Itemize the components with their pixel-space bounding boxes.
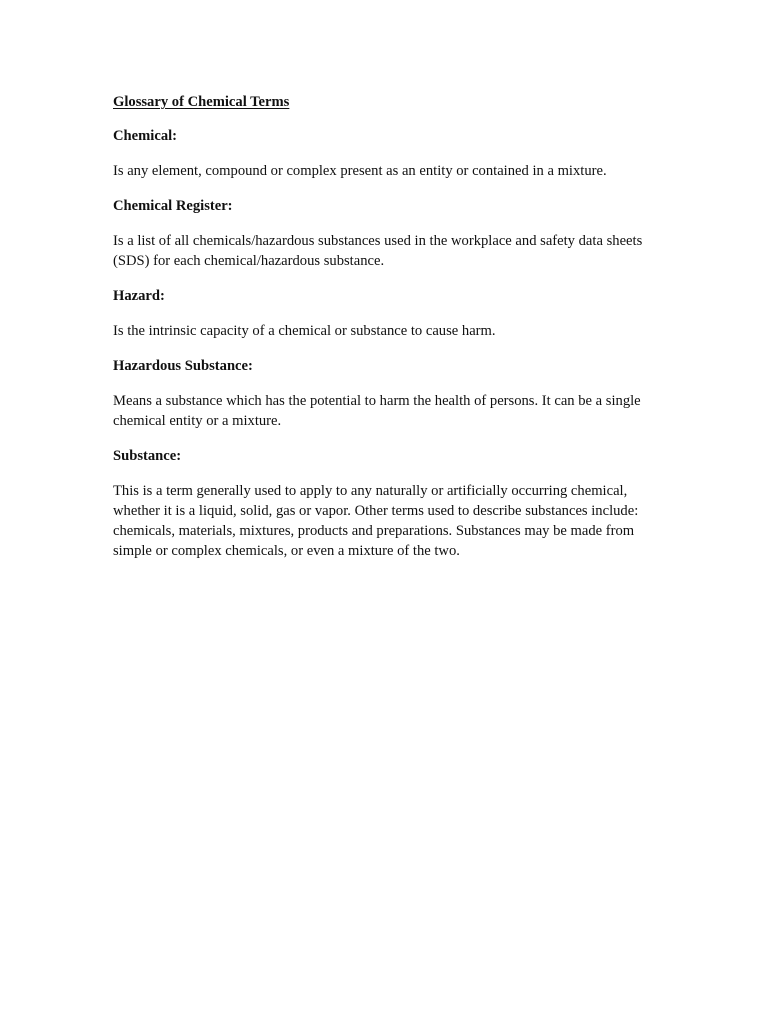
term-substance: Substance: xyxy=(113,448,182,464)
definition-substance: This is a term generally used to apply to any naturally or artificially occurring chemical, whether it is a liquid, solid, gas or vapor. Other terms used to describe substances include: chemicals, materials, mixtures, products and preparations. Substances may be made from simple or complex chemicals, or even a mixture of the two. xyxy=(113,483,639,559)
term-chemical-register: Chemical Register: xyxy=(113,198,233,214)
document-page xyxy=(113,92,658,576)
term-chemical: Chemical: xyxy=(113,128,178,144)
document-title: Glossary of Chemical Terms xyxy=(113,94,290,110)
term-hazard: Hazard: xyxy=(113,288,165,304)
definition-chemical-register: Is a list of all chemicals/hazardous substances used in the workplace and safety data sheets (SDS) for each chemical/hazardous substance. xyxy=(113,233,643,269)
definition-hazardous-substance: Means a substance which has the potential to harm the health of persons. It can be a single chemical entity or a mixture. xyxy=(113,393,641,429)
term-hazardous-substance: Hazardous Substance: xyxy=(113,358,253,374)
definition-hazard: Is the intrinsic capacity of a chemical or substance to cause harm. xyxy=(113,323,496,339)
definition-chemical: Is any element, compound or complex present as an entity or contained in a mixture. xyxy=(113,163,607,179)
